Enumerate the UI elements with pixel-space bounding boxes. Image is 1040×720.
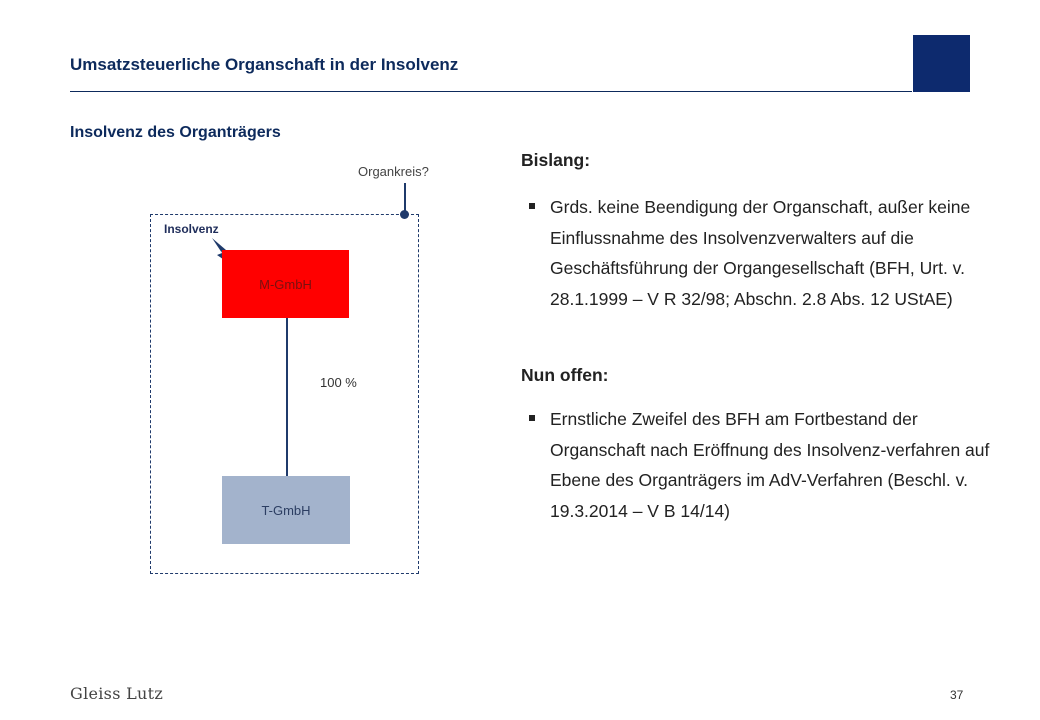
insolvenz-label: Insolvenz [164, 222, 219, 236]
bullet-square-icon [529, 203, 535, 209]
organkreis-label: Organkreis? [358, 164, 429, 179]
bullet-text: Grds. keine Beendigung der Organschaft, außer keine Einflussnahme des Insolvenzverwalters auf die Geschäftsführung der Organgesellschaft (BFH, Urt. v. 28.1.1999 – V R 32/98; Abschn. 2.8 Abs. 12 UStAE) [550, 197, 971, 309]
brand-wordmark: Gleiss Lutz [70, 684, 164, 703]
parent-company-box: M-GmbH [222, 250, 349, 318]
section-heading-nun-offen: Nun offen: [521, 365, 609, 385]
bullet-text: Ernstliche Zweifel des BFH am Fortbestand der Organschaft nach Eröffnung des Insolvenz-verfahren auf Ebene des Organträgers im AdV-Verfahren (Beschl. v. 19.3.2014 – V B 14/14) [550, 409, 990, 521]
subsidiary-box: T-GmbH [222, 476, 350, 544]
ownership-percentage: 100 % [320, 375, 357, 390]
page-subtitle: Insolvenz des Organträgers [70, 124, 281, 141]
brand-square [913, 35, 970, 92]
bullet-square-icon [529, 415, 535, 421]
page-number: 37 [950, 688, 964, 702]
section-heading-bislang: Bislang: [521, 150, 591, 170]
organkreis-pointer-dot [400, 210, 409, 219]
title-divider [70, 91, 912, 92]
ownership-connector [286, 318, 288, 476]
page-title: Umsatzsteuerliche Organschaft in der Insolvenz [70, 55, 459, 74]
